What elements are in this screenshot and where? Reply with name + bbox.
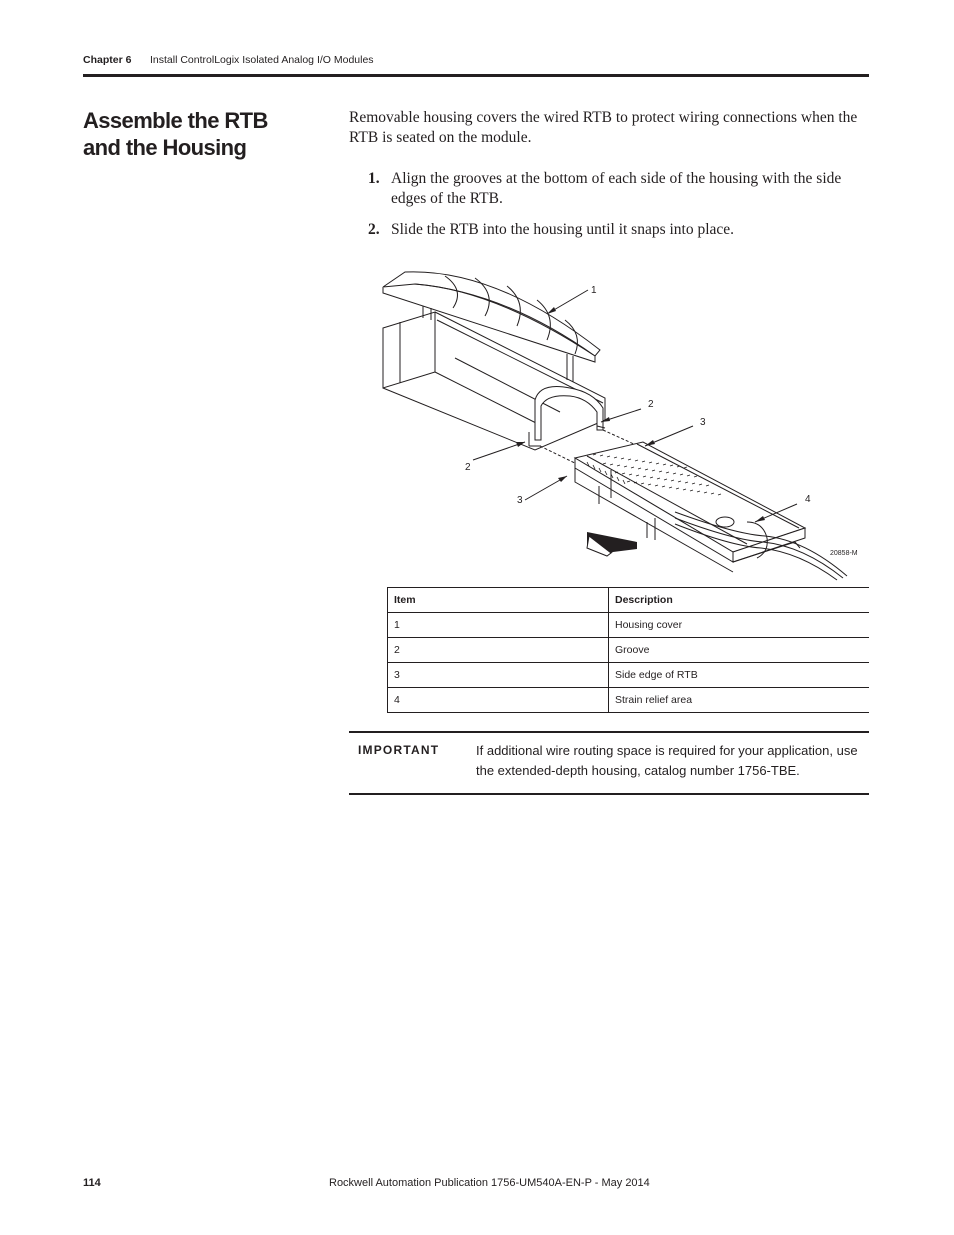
important-rule-top [349,731,869,733]
item-description-table [387,587,869,713]
table-row [388,638,870,663]
intro-paragraph: Removable housing covers the wired RTB to protect wiring connections when the RTB is seated on the module. [349,109,858,146]
callout-2-upper: 2 [648,399,654,410]
callout-4: 4 [805,494,811,505]
callout-2-lower: 2 [465,462,471,473]
section-title-line2: and the Housing [83,135,247,160]
table-row [388,663,870,688]
table-cell-item: 3 [388,663,609,688]
important-label: IMPORTANT [358,743,440,757]
step-text: Slide the RTB into the housing until it snaps into place. [391,221,735,238]
table-cell-description: Housing cover [609,613,870,638]
step-2 [368,220,863,240]
table-cell-description: Side edge of RTB [609,663,870,688]
step-1 [368,169,863,209]
section-title-line1: Assemble the RTB [83,108,268,133]
rtb-housing-illustration [375,260,865,585]
table-header-description: Description [609,588,870,613]
callout-3-upper: 3 [700,417,706,428]
table-cell-item: 1 [388,613,609,638]
chapter-label: Chapter 6 [83,54,132,66]
table-cell-description: Strain relief area [609,688,870,713]
rtb-housing-figure [375,260,865,585]
table-cell-item: 2 [388,638,609,663]
table-header-item: Item [388,588,609,613]
callout-1: 1 [591,285,597,296]
table-cell-item: 4 [388,688,609,713]
table-cell-description: Groove [609,638,870,663]
important-text: If additional wire routing space is required for your application, use the extended-depth housing, catalog number 1756-TBE. [476,743,858,778]
step-number: 1. [368,170,380,187]
table-header-row [388,588,870,613]
page-number: 114 [83,1177,101,1189]
important-rule-bottom [349,793,869,795]
callout-3-lower: 3 [517,495,523,506]
section-title [83,107,323,161]
header-rule [83,74,869,77]
running-header [83,54,374,66]
figure-id: 20858-M [830,550,858,557]
step-text: Align the grooves at the bottom of each side of the housing with the side edges of the RTB. [391,170,842,207]
step-number: 2. [368,221,380,238]
table-row [388,613,870,638]
chapter-title: Install ControlLogix Isolated Analog I/O Modules [150,54,374,66]
publication-footer: Rockwell Automation Publication 1756-UM540A-EN-P - May 2014 [329,1177,650,1189]
table-row [388,688,870,713]
